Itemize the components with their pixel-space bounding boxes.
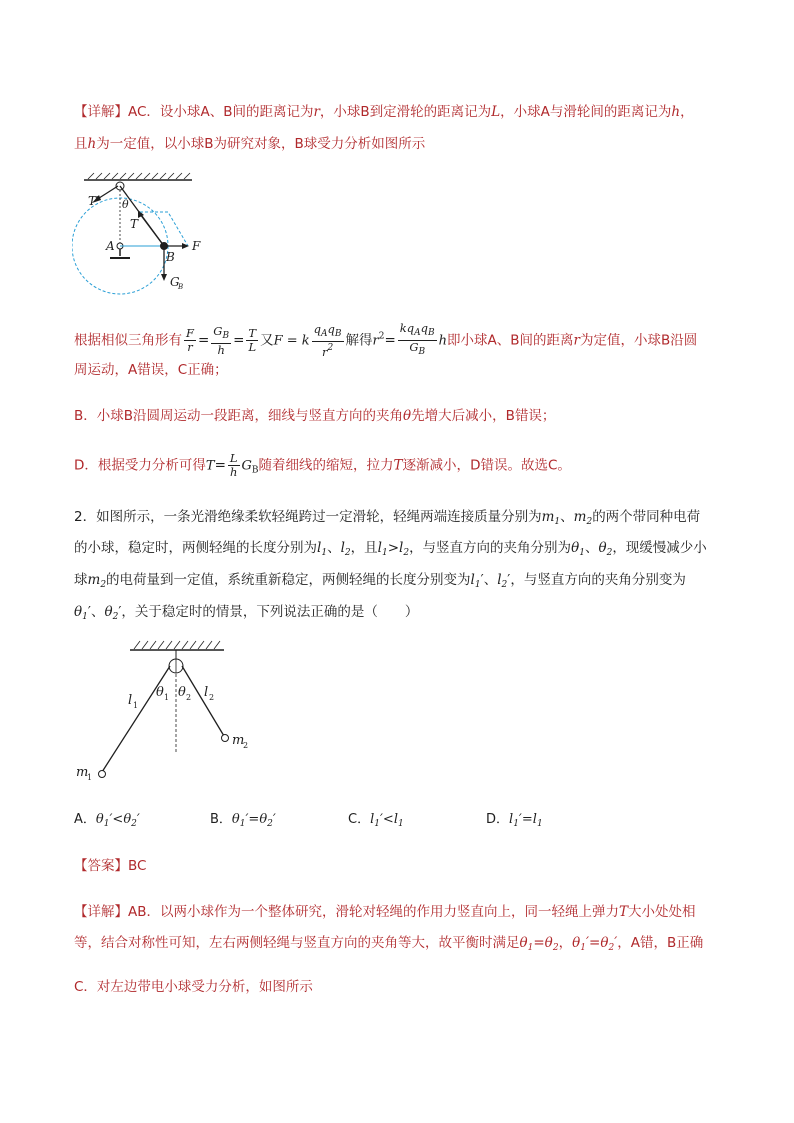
subscript: 2 (100, 580, 107, 590)
ceiling-hatching (88, 173, 190, 179)
option-a[interactable] (74, 810, 140, 834)
text: A (200, 104, 210, 120)
text: 到定滑轮的距离记为 (369, 104, 492, 120)
t-arrow (140, 214, 164, 246)
symbol: r (321, 344, 328, 359)
symbol: ′=θ (245, 812, 268, 827)
math-symbol: ′=θ (585, 935, 609, 951)
option-d[interactable] (486, 810, 543, 834)
label-b: B (166, 250, 175, 264)
option-c[interactable] (348, 810, 404, 834)
math-symbol: T (393, 457, 403, 474)
text: ， (558, 935, 573, 951)
text: ，关于稳定时的情景，下列说法正确的是（ ） (121, 604, 419, 620)
text: 周运动， (74, 362, 128, 378)
text: ′ (480, 572, 484, 588)
text: 、 (90, 604, 105, 620)
symbol: ′=l (518, 812, 537, 827)
symbol: G (241, 458, 252, 474)
force-diagram-1 (72, 168, 232, 298)
math-symbol: r (313, 104, 320, 120)
label-g: G (170, 275, 180, 289)
label-g-sub: B (178, 283, 184, 291)
symbol: l (509, 812, 514, 827)
symbol: m (573, 509, 587, 525)
text: 、 (584, 540, 599, 556)
text: B (223, 104, 233, 120)
force-parallelogram (140, 212, 188, 246)
text: 的小球，稳定时，两侧轻绳的长度分别为 (74, 540, 317, 556)
math-symbol: θ (519, 935, 528, 951)
text: ，现缓慢减少小 (612, 540, 707, 556)
subscript: 2 (112, 612, 119, 622)
text: B．小球 (74, 408, 124, 424)
text: 错误， (137, 362, 178, 378)
subscript: 2 (586, 517, 593, 527)
symbol: q (313, 321, 322, 336)
symbol: θ (231, 812, 240, 827)
superscript: 2 (378, 331, 385, 342)
text: A (128, 362, 138, 378)
left-rope (102, 666, 170, 772)
math-symbol: h (87, 136, 97, 152)
answer-label: 【答案】 (74, 858, 128, 874)
ball-b (161, 243, 168, 250)
text: 错误。故选 (480, 457, 548, 474)
numerator: L (229, 451, 238, 465)
text: 的电荷量到一定值，系统重新稳定，两侧轻绳的长度分别变为 (106, 572, 471, 588)
math-symbol: r (573, 332, 580, 349)
equals: = (384, 332, 396, 349)
symbol: l (497, 572, 502, 588)
text: B (204, 136, 214, 152)
text: C。 (547, 457, 571, 474)
math-symbol: θ (572, 935, 581, 951)
fraction-coulomb (312, 323, 344, 359)
math-symbol: θ (403, 408, 412, 424)
subscript: 1 (398, 819, 404, 829)
text: B (510, 332, 520, 349)
text: 为研究对象， (213, 136, 295, 152)
text: ′ (87, 604, 91, 620)
subscript: 2 (552, 943, 559, 953)
detail-paragraph-1-line-1 (74, 102, 694, 122)
symbol: θ (104, 604, 113, 620)
f-arrowhead (182, 243, 189, 249)
symbol: θ (598, 540, 607, 556)
symbol: θ (571, 540, 580, 556)
text: B (667, 935, 677, 951)
option-letter: A． (74, 812, 96, 827)
label-m2-sub: 2 (243, 741, 249, 750)
text: AC．设小球 (128, 104, 201, 120)
question-2-line-3 (74, 570, 686, 595)
denominator: L (248, 340, 257, 354)
text: 先增大后减小， (411, 408, 506, 424)
text: 又 (260, 332, 274, 349)
math-symbol: ′ (614, 935, 618, 951)
subscript: 1 (381, 548, 388, 558)
text: 沿圆 (670, 332, 698, 349)
equals: = (214, 457, 226, 474)
text: 错误； (514, 408, 556, 424)
numerator: F (186, 326, 194, 340)
symbol: ′<θ (109, 812, 132, 827)
subscript: B (251, 465, 259, 476)
label-t: T (130, 217, 139, 231)
text: ，与竖直方向的夹角分别为 (409, 540, 572, 556)
text: 根据相似三角形有 (74, 332, 182, 349)
ceiling-hatching (134, 641, 220, 649)
label-m1: m (76, 765, 89, 780)
text: 正确； (187, 362, 228, 378)
option-b[interactable] (210, 810, 276, 834)
formula-coulomb: F = k (273, 333, 310, 349)
subscript: 2 (267, 819, 273, 829)
label-t-prime: T′ (88, 194, 99, 208)
text: 、 (209, 104, 224, 120)
text: 球 (74, 572, 88, 588)
numerator (398, 322, 437, 341)
denominator: h (230, 465, 238, 479)
option-letter: C． (348, 812, 371, 827)
subscript: 1 (321, 548, 328, 558)
subscript: B (418, 347, 426, 357)
symbol: q (327, 321, 335, 336)
label-a: A (106, 239, 115, 253)
label-l1: l (128, 693, 133, 708)
text: 解得 (345, 332, 373, 349)
label-m1-sub: 1 (87, 773, 93, 782)
label-l2: l (204, 685, 209, 700)
fraction-g-over-h (211, 325, 231, 357)
text: 、 (327, 540, 341, 556)
fraction-l-over-h (228, 452, 240, 479)
subscript: 2 (608, 943, 615, 953)
subscript: 1 (536, 819, 543, 829)
fraction-t-over-l (246, 327, 258, 354)
subscript: 1 (474, 580, 481, 590)
text: ， (617, 935, 631, 951)
text: 的两个带同种电荷 (592, 509, 701, 525)
label-theta2: θ (178, 685, 186, 700)
subscript: 1 (513, 819, 519, 829)
text: 大小处处相 (628, 904, 696, 920)
text: 间的距离记为 (232, 104, 314, 120)
symbol: l (399, 540, 404, 556)
symbol: ′ (272, 812, 276, 827)
text: B (505, 408, 515, 424)
label-theta1: θ (156, 685, 164, 700)
subscript: A (414, 328, 421, 338)
subscript: B (428, 328, 435, 338)
text: D．根据受力分析可得 (74, 457, 206, 474)
text: A (540, 104, 550, 120)
subscript: A (321, 328, 328, 339)
symbol: m (541, 509, 555, 525)
text: C．对左边带电小球受力分析，如图所示 (74, 979, 313, 995)
text: 2．如图所示，一条光滑绝缘柔软轻绳跨过一定滑轮，轻绳两端连接质量分别为 (74, 509, 542, 525)
text: 、 (496, 332, 511, 349)
detail-paragraph-4 (74, 452, 571, 484)
math-symbol: =θ (533, 935, 553, 951)
text: 错， (640, 935, 668, 951)
text: B (294, 136, 304, 152)
symbol: θ (95, 812, 104, 827)
pulley-diagram-2 (74, 638, 274, 788)
text: 随着细线的缩短，拉力 (258, 457, 394, 474)
denominator: h (217, 342, 225, 357)
text: 沿圆周运动一段距离，细线与竖直方向的夹角 (133, 408, 404, 424)
subscript: 1 (579, 548, 585, 558)
subscript: 2 (501, 580, 508, 590)
text: 与滑轮间的距离记为 (549, 104, 672, 120)
fraction-r-squared (398, 322, 437, 359)
subscript: B (222, 330, 230, 341)
symbol: h (438, 333, 448, 349)
subscript: 2 (344, 548, 351, 558)
fraction-f-over-r (184, 327, 196, 354)
subscript: 1 (527, 943, 534, 953)
symbol: ′ (136, 812, 140, 827)
text: 、 (483, 572, 498, 588)
text: 间的距离 (519, 332, 574, 349)
question-2-line-4 (74, 602, 418, 627)
question-2-line-1 (74, 507, 700, 532)
symbol: l (470, 572, 475, 588)
numerator (312, 323, 344, 342)
detail-paragraph-2-line-2 (74, 360, 228, 380)
subscript: 2 (131, 819, 137, 829)
subscript: 1 (103, 819, 110, 829)
text: ，小球 (500, 104, 541, 120)
text: ，与竖直方向的夹角分别变为 (510, 572, 686, 588)
text: 正确 (676, 935, 704, 951)
detail-paragraph-2-line-1 (74, 322, 697, 359)
text: ′ (507, 572, 511, 588)
subscript: 1 (554, 517, 561, 527)
denominator (398, 341, 437, 359)
subscript: 2 (606, 548, 613, 558)
option-letter: D． (486, 812, 510, 827)
text: 球受力分析如图所示 (303, 136, 426, 152)
question-2-line-2 (74, 538, 707, 563)
text: B (661, 332, 671, 349)
label-theta2-sub: 2 (186, 693, 192, 702)
symbol: G (409, 340, 419, 354)
text: ′ (118, 604, 122, 620)
text: B (123, 408, 134, 424)
ball-m1 (99, 771, 106, 778)
label-f: F (192, 239, 201, 253)
label-l1-sub: 1 (133, 701, 139, 710)
label-theta1-sub: 1 (164, 693, 170, 702)
symbol: r (372, 333, 379, 349)
symbol: q (420, 321, 429, 335)
detail-paragraph-3 (74, 406, 555, 426)
detail-label: 【详解】 (74, 104, 128, 120)
denominator: r (187, 340, 193, 354)
subscript: 1 (580, 943, 586, 953)
numerator (211, 325, 231, 344)
ball-m2 (222, 735, 229, 742)
symbol: θ (74, 604, 83, 620)
text: C (177, 362, 188, 378)
answer-line (74, 856, 146, 876)
math-symbol: T (619, 904, 629, 920)
text: 为定值，小球 (580, 332, 661, 349)
text: ， (680, 104, 694, 120)
symbol: T (205, 458, 215, 474)
label-l2-sub: 2 (209, 693, 215, 702)
text: 为一定值，以小球 (96, 136, 205, 152)
symbol: l (377, 540, 382, 556)
subscript: 1 (239, 819, 246, 829)
detail-label: 【详解】 (74, 904, 128, 920)
symbol: G (213, 323, 223, 338)
symbol: l (340, 540, 345, 556)
symbol: m (87, 572, 101, 588)
text: > (387, 540, 399, 556)
equals: = (233, 332, 245, 349)
subscript: 2 (403, 548, 410, 558)
subscript: B (334, 328, 342, 339)
subscript: 1 (82, 612, 88, 622)
text: A (487, 332, 497, 349)
math-symbol: h (671, 104, 681, 120)
text: 逐渐减小， (402, 457, 471, 474)
math-symbol: L (491, 104, 501, 120)
text: ，且 (350, 540, 378, 556)
text: 即小球 (447, 332, 488, 349)
text: 、 (560, 509, 574, 525)
text: AB．以两小球作为一个整体研究，滑轮对轻绳的作用力竖直向上，同一轻绳上弹力 (128, 904, 619, 920)
label-theta: θ (122, 198, 129, 211)
detail-paragraph-1-line-2 (74, 134, 425, 154)
g-arrowhead (161, 274, 167, 281)
label-m2: m (232, 733, 245, 748)
text: D (470, 457, 481, 474)
symbol: kq (399, 321, 415, 335)
text: 且 (74, 136, 88, 152)
denominator (312, 342, 344, 359)
detail-paragraph-5-line-2 (74, 933, 703, 958)
text: A (630, 935, 641, 951)
option-letter: B． (210, 812, 232, 827)
subscript: 1 (374, 819, 380, 829)
detail-paragraph-6 (74, 977, 313, 997)
symbol: l (370, 812, 375, 827)
detail-paragraph-5-line-1 (74, 902, 696, 922)
answer-value: BC (128, 858, 147, 874)
text: B (360, 104, 370, 120)
numerator: T (248, 326, 257, 340)
symbol: ′<l (379, 812, 398, 827)
equals: = (197, 332, 210, 349)
text: ，小球 (319, 104, 361, 120)
superscript: 2 (327, 342, 334, 353)
symbol: l (317, 540, 322, 556)
text: 等，结合对称性可知，左右两侧轻绳与竖直方向的夹角等大，故平衡时满足 (74, 935, 520, 951)
